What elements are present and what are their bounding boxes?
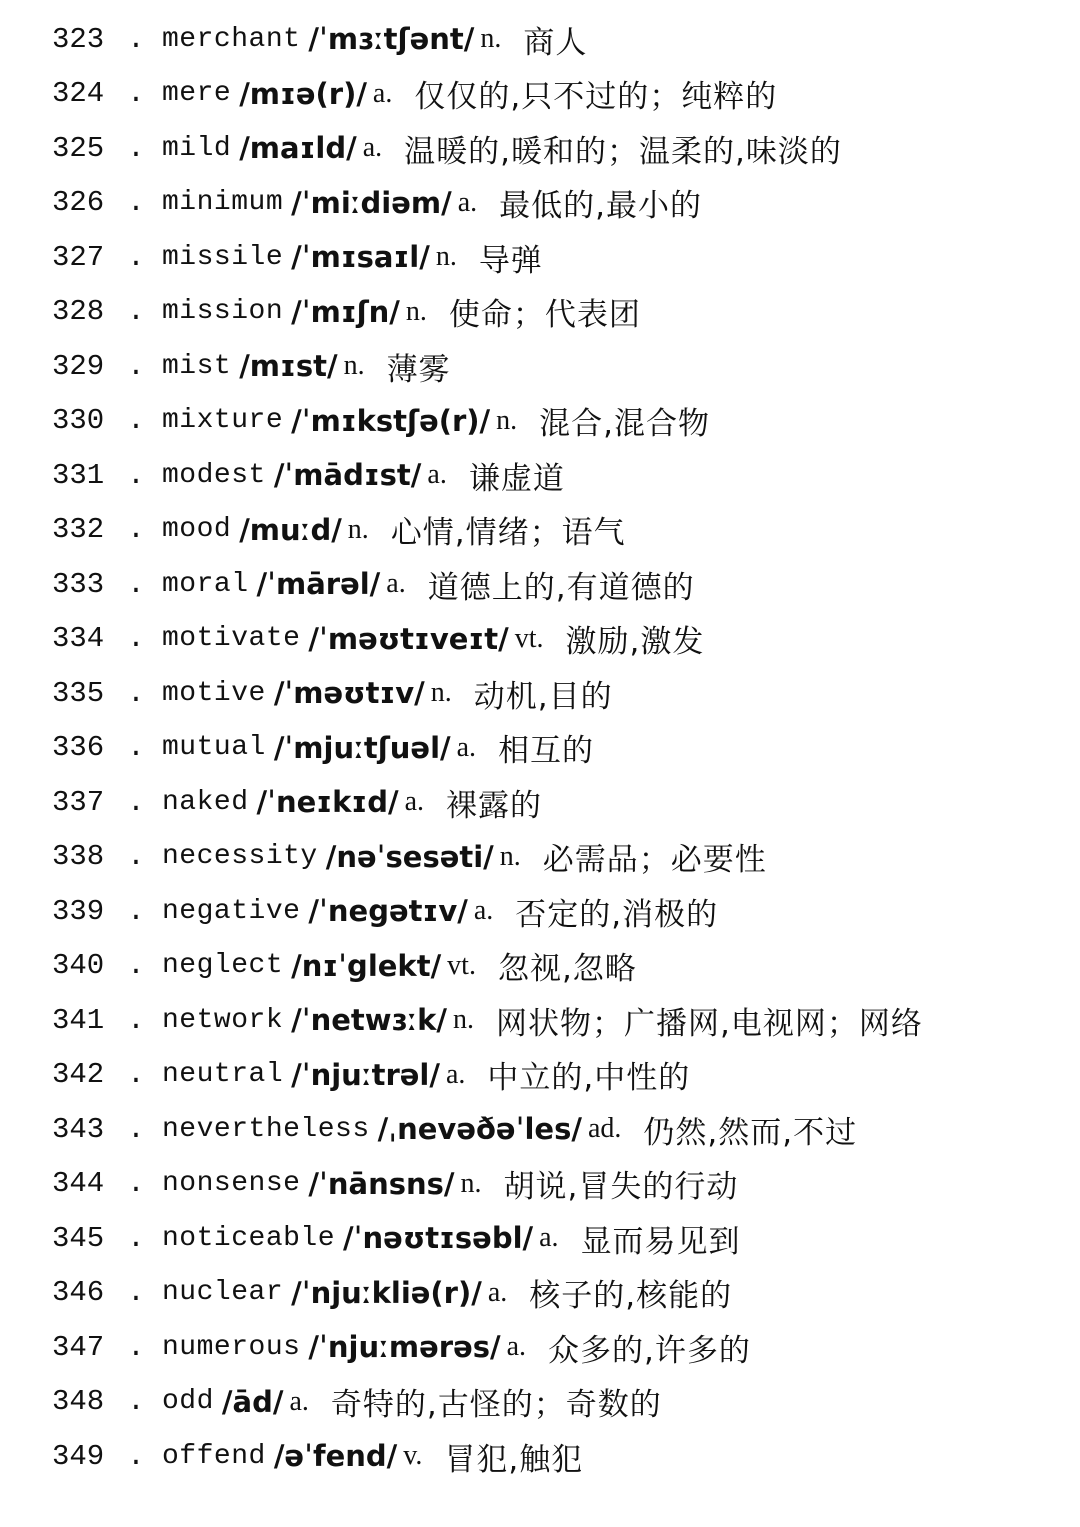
vocab-entry [52, 830, 1072, 885]
entry-number: 333 [52, 567, 105, 601]
entry-separator: . [127, 186, 145, 220]
entry-separator: . [127, 567, 145, 601]
entry-word: network [162, 1004, 284, 1036]
entry-number: 326 [52, 186, 105, 220]
vocab-entry [52, 993, 1072, 1048]
entry-separator: . [127, 349, 145, 383]
entry-word: mixture [162, 405, 284, 437]
entry-meaning: 忽视,忽略 [497, 951, 637, 988]
entry-phonetic: /ˈmɪkstʃə(r)/ [291, 403, 491, 438]
entry-part-of-speech: n. [460, 1167, 482, 1199]
entry-word: motivate [162, 623, 301, 655]
entry-separator: . [127, 1112, 145, 1146]
entry-separator: . [127, 731, 145, 765]
entry-part-of-speech: n. [405, 295, 427, 327]
entry-word: nonsense [162, 1168, 301, 1200]
entry-word: nevertheless [162, 1113, 370, 1145]
entry-separator: . [127, 22, 145, 56]
entry-meaning: 混合,混合物 [539, 406, 711, 443]
entry-phonetic: /nəˈsesəti/ [325, 839, 494, 874]
entry-word: neutral [162, 1059, 284, 1091]
entry-word: noticeable [162, 1222, 336, 1254]
entry-phonetic: /maɪld/ [239, 131, 357, 166]
entry-meaning: 使命；代表团 [448, 297, 641, 334]
entry-word: minimum [162, 187, 284, 219]
entry-number: 331 [52, 458, 105, 492]
vocab-entry [52, 1048, 1072, 1103]
entry-part-of-speech: a. [539, 1222, 559, 1254]
entry-part-of-speech: n. [453, 1004, 475, 1036]
entry-separator: . [127, 785, 145, 819]
entry-part-of-speech: n. [435, 241, 457, 273]
entry-part-of-speech: a. [362, 132, 383, 164]
entry-separator: . [127, 840, 145, 874]
entry-word: numerous [162, 1331, 301, 1363]
entry-word: missile [162, 241, 284, 273]
entry-word: mood [162, 514, 232, 546]
entry-part-of-speech: n. [347, 513, 369, 545]
entry-number: 347 [52, 1330, 105, 1364]
entry-phonetic: /ˈmiːdiəm/ [291, 185, 452, 220]
entry-separator: . [127, 458, 145, 492]
entry-phonetic: /ˈnetwɜːk/ [291, 1003, 448, 1038]
entry-meaning: 最低的,最小的 [499, 188, 702, 225]
entry-number: 346 [52, 1276, 105, 1310]
entry-number: 349 [52, 1439, 105, 1473]
entry-phonetic: /ˈnjuːtrəl/ [291, 1057, 440, 1092]
entry-separator: . [127, 240, 145, 274]
entry-separator: . [127, 894, 145, 928]
vocab-entry [52, 1157, 1072, 1212]
entry-phonetic: /ˈməʊtɪv/ [273, 676, 425, 711]
entry-meaning: 裸露的 [446, 787, 543, 824]
entry-separator: . [127, 1439, 145, 1473]
entry-phonetic: /ˈmādɪst/ [273, 458, 422, 493]
entry-number: 325 [52, 131, 105, 165]
entry-phonetic: /ˈnjuːmərəs/ [308, 1330, 501, 1365]
entry-meaning: 仍然,然而,不过 [643, 1114, 858, 1151]
entry-number: 328 [52, 295, 105, 329]
vocab-entry [52, 1266, 1072, 1321]
entry-part-of-speech: v. [403, 1440, 423, 1472]
entry-number: 334 [52, 622, 105, 656]
entry-part-of-speech: a. [289, 1385, 309, 1417]
entry-meaning: 激励,激发 [565, 624, 705, 661]
entry-word: necessity [162, 841, 318, 873]
entry-number: 323 [52, 22, 105, 56]
vocab-entry [52, 1375, 1072, 1430]
vocab-entry [52, 1211, 1072, 1266]
entry-number: 337 [52, 785, 105, 819]
vocab-entry [52, 12, 1072, 67]
vocab-entry [52, 285, 1072, 340]
vocab-entry [52, 1102, 1072, 1157]
entry-separator: . [127, 131, 145, 165]
vocab-entry [52, 721, 1072, 776]
entry-meaning: 必需品；必要性 [542, 842, 767, 879]
entry-number: 327 [52, 240, 105, 274]
entry-word: mere [162, 78, 232, 110]
entry-separator: . [127, 1385, 145, 1419]
vocab-entry [52, 394, 1072, 449]
entry-phonetic: /ˈnānsns/ [308, 1166, 455, 1201]
entry-phonetic: /ˈmārəl/ [256, 567, 381, 602]
entry-separator: . [127, 1276, 145, 1310]
entry-number: 330 [52, 404, 105, 438]
vocab-entry [52, 176, 1072, 231]
entry-part-of-speech: n. [496, 404, 518, 436]
entry-number: 329 [52, 349, 105, 383]
entry-meaning: 薄雾 [386, 351, 451, 388]
vocab-entry [52, 1320, 1072, 1375]
entry-part-of-speech: vt. [514, 622, 544, 654]
entry-number: 332 [52, 513, 105, 547]
entry-separator: . [127, 1330, 145, 1364]
vocab-entry [52, 121, 1072, 176]
entry-part-of-speech: n. [430, 677, 452, 709]
entry-part-of-speech: a. [457, 186, 478, 218]
entry-number: 335 [52, 676, 105, 710]
vocab-entry [52, 230, 1072, 285]
vocab-entry [52, 666, 1072, 721]
entry-separator: . [127, 513, 145, 547]
entry-part-of-speech: a. [506, 1331, 527, 1363]
entry-separator: . [127, 1221, 145, 1255]
vocab-entry [52, 939, 1072, 994]
entry-word: negative [162, 895, 301, 927]
entry-separator: . [127, 622, 145, 656]
entry-number: 339 [52, 894, 105, 928]
entry-phonetic: /ˌnevəðəˈles/ [377, 1112, 582, 1147]
entry-part-of-speech: vt. [447, 949, 476, 981]
entry-number: 338 [52, 840, 105, 874]
entry-meaning: 胡说,冒失的行动 [503, 1169, 739, 1206]
entry-phonetic: /ˈneɪkɪd/ [256, 785, 399, 820]
vocabulary-list [52, 12, 1072, 1484]
entry-number: 341 [52, 1003, 105, 1037]
entry-separator: . [127, 1167, 145, 1201]
entry-part-of-speech: a. [372, 77, 393, 109]
entry-word: offend [162, 1440, 266, 1472]
entry-number: 345 [52, 1221, 105, 1255]
entry-meaning: 动机,目的 [473, 678, 613, 715]
entry-meaning: 奇特的,古怪的；奇数的 [330, 1387, 662, 1424]
entry-separator: . [127, 295, 145, 329]
entry-word: mist [162, 350, 232, 382]
entry-number: 348 [52, 1385, 105, 1419]
entry-phonetic: /ˈnjuːkliə(r)/ [291, 1275, 482, 1310]
vocab-entry [52, 1429, 1072, 1484]
entry-word: merchant [162, 23, 301, 55]
entry-number: 336 [52, 731, 105, 765]
entry-phonetic: /əˈfend/ [273, 1439, 398, 1474]
entry-meaning: 商人 [523, 24, 588, 61]
entry-meaning: 仅仅的,只不过的；纯粹的 [414, 79, 778, 116]
vocab-entry [52, 67, 1072, 122]
entry-meaning: 网状物；广播网,电视网；网络 [496, 1005, 923, 1042]
entry-meaning: 相互的 [498, 733, 595, 770]
entry-phonetic: /ˈnəʊtɪsəbl/ [343, 1221, 534, 1256]
entry-part-of-speech: a. [404, 786, 425, 818]
entry-part-of-speech: n. [480, 23, 502, 55]
entry-part-of-speech: a. [487, 1276, 508, 1308]
entry-number: 343 [52, 1112, 105, 1146]
entry-word: motive [162, 677, 266, 709]
entry-part-of-speech: n. [343, 350, 365, 382]
entry-phonetic: /ˈnegətɪv/ [308, 894, 468, 929]
entry-part-of-speech: a. [473, 895, 494, 927]
entry-separator: . [127, 676, 145, 710]
entry-meaning: 众多的,许多的 [548, 1332, 751, 1369]
entry-meaning: 温暖的,暖和的；温柔的,味淡的 [404, 133, 842, 170]
vocab-entry [52, 503, 1072, 558]
entry-phonetic: /ˈməʊtɪveɪt/ [308, 621, 509, 656]
entry-word: mild [162, 132, 232, 164]
entry-word: modest [162, 459, 266, 491]
entry-separator: . [127, 77, 145, 111]
entry-number: 344 [52, 1167, 105, 1201]
vocab-entry [52, 775, 1072, 830]
entry-word: naked [162, 786, 249, 818]
entry-separator: . [127, 1058, 145, 1092]
entry-meaning: 导弹 [478, 242, 543, 279]
entry-part-of-speech: a. [427, 459, 447, 491]
entry-phonetic: /ād/ [221, 1384, 284, 1419]
vocab-entry [52, 884, 1072, 939]
vocab-entry [52, 557, 1072, 612]
entry-phonetic: /ˈmɪʃn/ [291, 294, 400, 329]
entry-separator: . [127, 949, 145, 983]
entry-phonetic: /muːd/ [239, 512, 342, 547]
entry-word: neglect [162, 950, 284, 982]
entry-number: 342 [52, 1058, 105, 1092]
entry-number: 324 [52, 77, 105, 111]
entry-part-of-speech: a. [445, 1058, 466, 1090]
entry-meaning: 中立的,中性的 [487, 1060, 691, 1097]
vocab-entry [52, 448, 1072, 503]
entry-separator: . [127, 404, 145, 438]
entry-phonetic: /mɪə(r)/ [239, 76, 367, 111]
entry-phonetic: /nɪˈglekt/ [291, 948, 442, 983]
entry-part-of-speech: a. [456, 731, 477, 763]
entry-part-of-speech: a. [386, 568, 406, 600]
entry-word: nuclear [162, 1277, 284, 1309]
vocab-entry [52, 339, 1072, 394]
entry-phonetic: /ˈmɜːtʃənt/ [308, 22, 475, 57]
entry-meaning: 谦虚道 [468, 460, 565, 497]
entry-meaning: 否定的,消极的 [515, 896, 719, 933]
entry-phonetic: /ˈmjuːtʃuəl/ [273, 730, 451, 765]
vocab-entry [52, 612, 1072, 667]
entry-word: mission [162, 296, 284, 328]
entry-word: odd [162, 1386, 214, 1418]
entry-word: moral [162, 568, 249, 600]
entry-phonetic: /mɪst/ [239, 349, 338, 384]
entry-number: 340 [52, 949, 105, 983]
entry-word: mutual [162, 732, 266, 764]
entry-meaning: 道德上的,有道德的 [427, 569, 695, 606]
entry-meaning: 核子的,核能的 [529, 1278, 733, 1315]
entry-part-of-speech: n. [499, 840, 521, 872]
entry-phonetic: /ˈmɪsaɪl/ [291, 240, 430, 275]
entry-part-of-speech: ad. [587, 1113, 622, 1145]
entry-meaning: 冒犯,触犯 [444, 1441, 584, 1478]
entry-separator: . [127, 1003, 145, 1037]
entry-meaning: 心情,情绪；语气 [390, 515, 626, 552]
entry-meaning: 显而易见到 [580, 1223, 741, 1260]
